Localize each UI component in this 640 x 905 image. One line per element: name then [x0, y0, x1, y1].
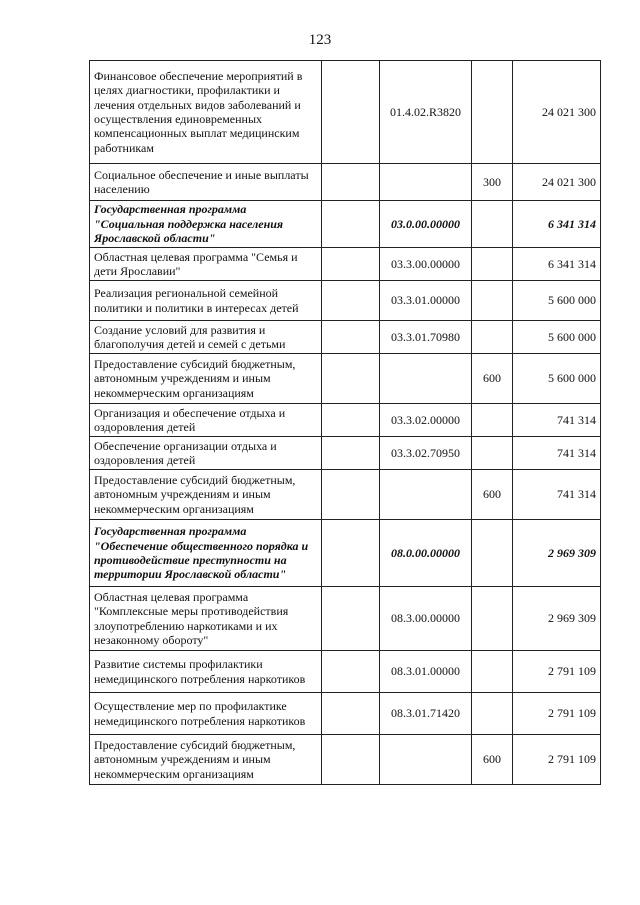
empty-cell: [322, 404, 380, 437]
table-row: [90, 587, 601, 651]
amount-cell: 2 969 309: [513, 520, 601, 587]
table-row: [90, 281, 601, 321]
table-row: [90, 248, 601, 281]
target-code-cell: [380, 735, 472, 785]
expense-type-cell: [472, 520, 513, 587]
table-row: [90, 164, 601, 201]
target-code-cell: 03.3.00.00000: [380, 248, 472, 281]
amount-cell: 5 600 000: [513, 281, 601, 321]
item-name-cell: Организация и обеспечение отдыха и оздоровления детей: [90, 404, 322, 437]
table-row: [90, 354, 601, 404]
item-name-cell: Государственная программа "Социальная поддержка населения Ярославской области": [90, 201, 322, 248]
item-name-cell: Предоставление субсидий бюджетным, автономным учреждениям и иным некоммерческим организациям: [90, 735, 322, 785]
amount-cell: 2 969 309: [513, 587, 601, 651]
target-code-cell: 03.3.01.70980: [380, 321, 472, 354]
amount-cell: 24 021 300: [513, 164, 601, 201]
amount-cell: 741 314: [513, 470, 601, 520]
empty-cell: [322, 693, 380, 735]
target-code-cell: 08.0.00.00000: [380, 520, 472, 587]
item-name-cell: Обеспечение организации отдыха и оздоровления детей: [90, 437, 322, 470]
target-code-cell: 08.3.01.71420: [380, 693, 472, 735]
expense-type-cell: [472, 651, 513, 693]
table-row: [90, 321, 601, 354]
expense-type-cell: [472, 404, 513, 437]
item-name-cell: Областная целевая программа "Семья и дети Ярославии": [90, 248, 322, 281]
target-code-cell: 08.3.00.00000: [380, 587, 472, 651]
table-row: [90, 735, 601, 785]
empty-cell: [322, 587, 380, 651]
table-row: [90, 693, 601, 735]
budget-table: [89, 60, 601, 785]
amount-cell: 2 791 109: [513, 651, 601, 693]
amount-cell: 2 791 109: [513, 693, 601, 735]
target-code-cell: [380, 470, 472, 520]
item-name-cell: Развитие системы профилактики немедицинского потребления наркотиков: [90, 651, 322, 693]
amount-cell: 5 600 000: [513, 354, 601, 404]
target-code-cell: 03.3.02.70950: [380, 437, 472, 470]
amount-cell: 2 791 109: [513, 735, 601, 785]
empty-cell: [322, 201, 380, 248]
table-row: [90, 651, 601, 693]
item-name-cell: Предоставление субсидий бюджетным, автономным учреждениям и иным некоммерческим организациям: [90, 470, 322, 520]
empty-cell: [322, 470, 380, 520]
empty-cell: [322, 321, 380, 354]
table-row: [90, 404, 601, 437]
amount-cell: 6 341 314: [513, 248, 601, 281]
amount-cell: 24 021 300: [513, 61, 601, 164]
item-name-cell: Осуществление мер по профилактике немедицинского потребления наркотиков: [90, 693, 322, 735]
expense-type-cell: [472, 437, 513, 470]
item-name-cell: Создание условий для развития и благополучия детей и семей с детьми: [90, 321, 322, 354]
expense-type-cell: [472, 61, 513, 164]
empty-cell: [322, 248, 380, 281]
target-code-cell: [380, 354, 472, 404]
amount-cell: 741 314: [513, 404, 601, 437]
amount-cell: 6 341 314: [513, 201, 601, 248]
empty-cell: [322, 437, 380, 470]
expense-type-cell: 600: [472, 470, 513, 520]
empty-cell: [322, 735, 380, 785]
expense-type-cell: [472, 693, 513, 735]
target-code-cell: 03.3.02.00000: [380, 404, 472, 437]
expense-type-cell: 600: [472, 735, 513, 785]
item-name-cell: Государственная программа "Обеспечение общественного порядка и противодействие преступности на территории Ярославской области": [90, 520, 322, 587]
empty-cell: [322, 61, 380, 164]
expense-type-cell: [472, 587, 513, 651]
page-number: 123: [308, 32, 332, 48]
target-code-cell: 01.4.02.R3820: [380, 61, 472, 164]
expense-type-cell: [472, 281, 513, 321]
program-row: [90, 201, 601, 248]
program-row: [90, 520, 601, 587]
expense-type-cell: [472, 321, 513, 354]
expense-type-cell: [472, 201, 513, 248]
table-row: [90, 470, 601, 520]
expense-type-cell: [472, 248, 513, 281]
expense-type-cell: 600: [472, 354, 513, 404]
empty-cell: [322, 651, 380, 693]
item-name-cell: Областная целевая программа "Комплексные меры противодействия злоупотреблению наркотиками и их незаконному обороту": [90, 587, 322, 651]
expense-type-cell: 300: [472, 164, 513, 201]
target-code-cell: 03.0.00.00000: [380, 201, 472, 248]
empty-cell: [322, 281, 380, 321]
empty-cell: [322, 354, 380, 404]
target-code-cell: 08.3.01.00000: [380, 651, 472, 693]
item-name-cell: Финансовое обеспечение мероприятий в целях диагностики, профилактики и лечения отдельных видов заболеваний и осуществления единовременных компенсационных выплат медицинским работникам: [90, 61, 322, 164]
item-name-cell: Реализация региональной семейной политики и политики в интересах детей: [90, 281, 322, 321]
empty-cell: [322, 164, 380, 201]
item-name-cell: Предоставление субсидий бюджетным, автономным учреждениям и иным некоммерческим организациям: [90, 354, 322, 404]
target-code-cell: 03.3.01.00000: [380, 281, 472, 321]
table-row: [90, 61, 601, 164]
item-name-cell: Социальное обеспечение и иные выплаты населению: [90, 164, 322, 201]
table-body: [90, 61, 601, 785]
amount-cell: 5 600 000: [513, 321, 601, 354]
table-row: [90, 437, 601, 470]
empty-cell: [322, 520, 380, 587]
amount-cell: 741 314: [513, 437, 601, 470]
target-code-cell: [380, 164, 472, 201]
